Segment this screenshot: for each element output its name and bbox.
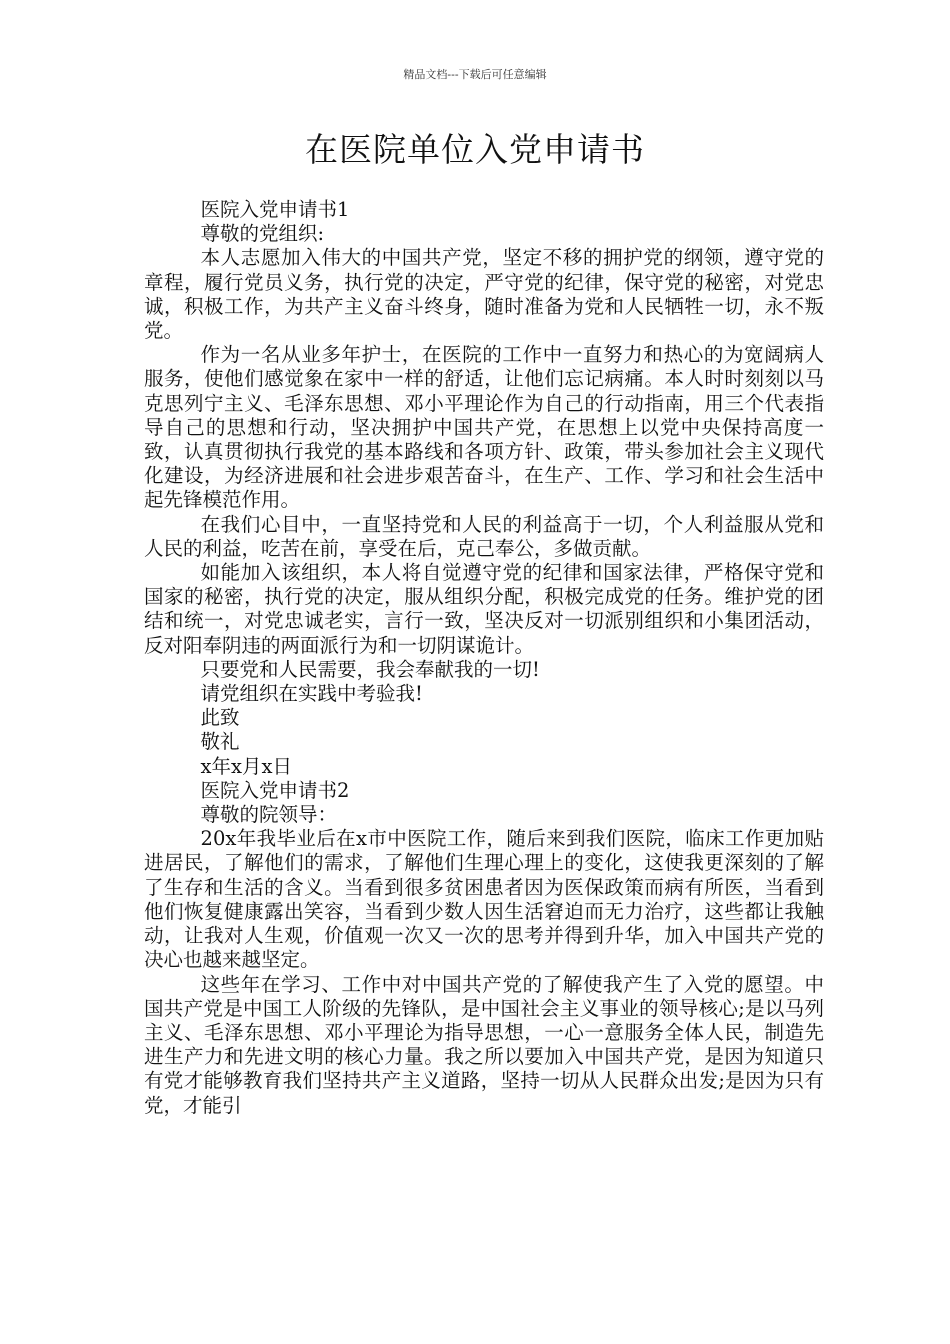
letter1-closing-1: 只要党和人民需要，我会奉献我的一切!: [200, 657, 540, 681]
letter1-salutation: 尊敬的党组织:: [200, 222, 325, 246]
letter1-regards-2: 敬礼: [200, 730, 240, 754]
letter1-paragraph-3: 在我们心目中，一直坚持党和人民的利益高于一切，个人利益服从党和人民的利益，吃苦在前，享受在后，克己奉公，多做贡献。: [144, 512, 824, 560]
letter1-paragraph-1: 本人志愿加入伟大的中国共产党，坚定不移的拥护党的纲领，遵守党的章程，履行党员义务，执行党的决定，严守党的纪律，保守党的秘密，对党忠诚，积极工作，为共产主义奋斗终身，随时准备为党和人民牺牲一切，永不叛党。: [144, 246, 824, 343]
letter1-paragraph-4: 如能加入该组织，本人将自觉遵守党的纪律和国家法律，严格保守党和国家的秘密，执行党的决定，服从组织分配，积极完成党的任务。维护党的团结和统一，对党忠诚老实，言行一致，坚决反对一切派别组织和小集团活动，反对阳奉阴违的两面派行为和一切阴谋诡计。: [144, 561, 824, 657]
letter1-date: x年x月x日: [200, 754, 293, 778]
letter2-paragraph-2: 这些年在学习、工作中对中国共产党的了解使我产生了入党的愿望。中国共产党是中国工人阶级的先锋队，是中国社会主义事业的领导核心;是以马列主义、毛泽东思想、邓小平理论为指导思想，一心一意服务全体人民，制造先进生产力和先进文明的核心力量。我之所以要加入中国共产党，是因为知道只有党才能够教育我们坚持共产主义道路，坚持一切从人民群众出发;是因为只有党，才能引: [144, 972, 824, 1117]
letter2-heading: 医院入党申请书2: [200, 778, 350, 802]
letter1-paragraph-2: 作为一名从业多年护士，在医院的工作中一直努力和热心的为宽阔病人服务，使他们感觉象在家中一样的舒适，让他们忘记病痛。本人时时刻刻以马克思列宁主义、毛泽东思想、邓小平理论作为自己的行动指南，用三个代表指导自己的思想和行动，坚决拥护中国共产党，在思想上以党中央保持高度一致，认真贯彻执行我党的基本路线和各项方针、政策，带头参加社会主义现代化建设，为经济进展和社会进步艰苦奋斗，在生产、工作、学习和社会生活中起先锋模范作用。: [144, 343, 824, 512]
letter2-paragraph-1: 20x年我毕业后在x市中医院工作，随后来到我们医院，临床工作更加贴进居民，了解他们的需求，了解他们生理心理上的变化，这使我更深刻的了解了生存和生活的含义。当看到很多贫困患者因为医保政策而病有所医，当看到他们恢复健康露出笑容，当看到少数人因生活窘迫而无力治疗，这些都让我触动，让我对人生观，价值观一次又一次的思考并得到升华，加入中国共产党的决心也越来越坚定。: [144, 827, 824, 972]
document-title: 在医院单位入党申请书: [305, 130, 645, 169]
letter1-regards-1: 此致: [200, 706, 240, 730]
document-body: [144, 198, 824, 1118]
page-header: 精品文档---下载后可任意编辑: [403, 68, 547, 81]
letter1-heading: 医院入党申请书1: [200, 198, 350, 221]
letter2-salutation: 尊敬的院领导：: [200, 803, 338, 827]
letter1-closing-2: 请党组织在实践中考验我!: [200, 682, 423, 706]
